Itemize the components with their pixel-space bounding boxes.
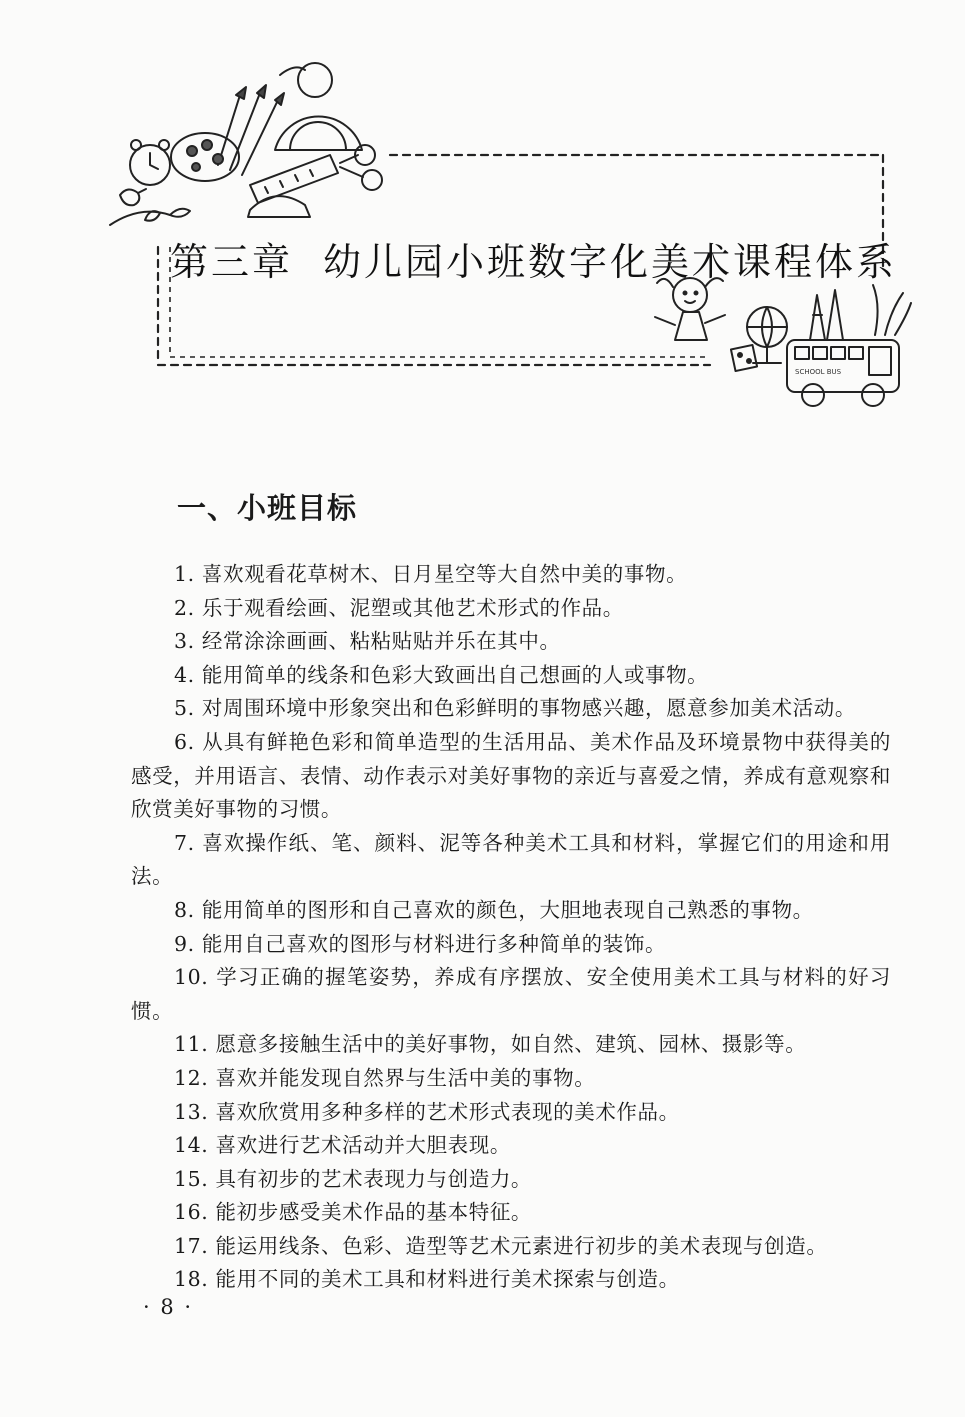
list-item: 1. 喜欢观看花草树木、日月星空等大自然中美的事物。 [174,562,688,586]
goals-list [131,558,891,1297]
list-item: 7. 喜欢操作纸、笔、颜料、泥等各种美术工具和材料，掌握它们的用途和用法。 [131,830,891,889]
list-item: 13. 喜欢欣赏用多种多样的艺术形式表现的美术作品。 [174,1099,680,1124]
section-heading: 一、小班目标 [177,491,358,525]
list-item: 2. 乐于观看绘画、泥塑或其他艺术形式的作品。 [174,595,624,620]
list-item: 11. 愿意多接触生活中的美好事物，如自然、建筑、园林、摄影等。 [174,1032,807,1057]
page-number: · 8 · [143,1295,194,1319]
chapter-title-text: 幼儿园小班数字化美术课程体系 [323,240,898,284]
list-item: 15. 具有初步的艺术表现力与创造力。 [174,1166,533,1191]
list-item: 6. 从具有鲜艳色彩和简单造型的生活用品、美术作品及环境景物中获得美的感受，并用语言、表情、动作表示对美好事物的亲近与喜爱之情，养成有意观察和欣赏美好事物的习惯。 [131,729,891,822]
school-bus-illustration-icon [645,265,915,415]
list-item: 9. 能用自己喜欢的图形与材料进行多种简单的装饰。 [174,931,667,956]
list-item: 14. 喜欢进行艺术活动并大胆表现。 [174,1133,511,1158]
list-item: 8. 能用简单的图形和自己喜欢的颜色，大胆地表现自己熟悉的事物。 [174,897,814,922]
list-item: 5. 对周围环境中形象突出和色彩鲜明的事物感兴趣，愿意参加美术活动。 [174,696,856,721]
list-item: 17. 能运用线条、色彩、造型等艺术元素进行初步的美术表现与创造。 [174,1233,828,1258]
list-item: 18. 能用不同的美术工具和材料进行美术探索与创造。 [174,1267,680,1292]
list-item: 10. 学习正确的握笔姿势，养成有序摆放、安全使用美术工具与材料的好习惯。 [131,965,891,1023]
bus-label: SCHOOL BUS [795,368,842,376]
list-item: 12. 喜欢并能发现自然界与生活中美的事物。 [174,1065,596,1090]
art-tools-illustration-icon [100,55,400,230]
chapter-number: 第三章 [170,240,294,284]
list-item: 4. 能用简单的线条和色彩大致画出自己想画的人或事物。 [174,662,709,687]
chapter-title [170,237,897,287]
list-item: 3. 经常涂涂画画、粘粘贴贴并乐在其中。 [174,629,561,654]
list-item: 16. 能初步感受美术作品的基本特征。 [174,1200,533,1225]
